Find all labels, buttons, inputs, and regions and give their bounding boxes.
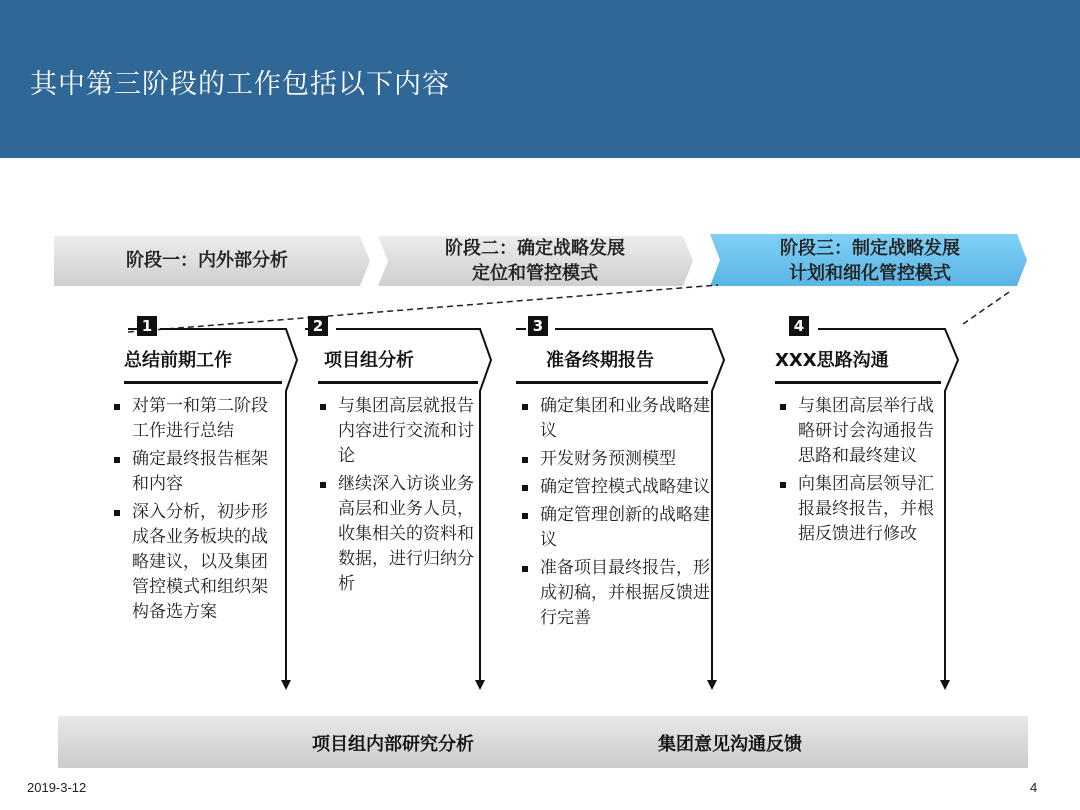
list-item: 确定最终报告框架和内容 [112,447,284,497]
bottom-bar-shape [58,716,1028,768]
column-1 [104,308,294,708]
column-2 [300,308,490,708]
phase-1-label: 阶段一：内外部分析 [126,250,288,271]
list-item: 确定集团和业务战略建议 [520,394,712,444]
list-item: 准备项目最终报告，形成初稿，并根据反馈进行完善 [520,556,712,631]
column-4 [770,308,960,708]
list-item: 与集团高层就报告内容进行交流和讨论 [318,394,478,469]
page-title: 其中第三阶段的工作包括以下内容 [30,69,450,100]
step-number: 3 [528,316,548,336]
list-item: 开发财务预测模型 [520,447,712,472]
list-item: 与集团高层举行战略研讨会沟通报告思路和最终建议 [778,394,938,469]
column-title: 准备终期报告 [546,350,654,371]
title-rule [318,381,478,384]
bullet-list [112,394,284,628]
bottom-feedback-bar [58,716,1028,768]
title-rule [516,381,708,384]
list-item: 向集团高层领导汇报最终报告，并根据反馈进行修改 [778,472,938,547]
title-rule [124,381,282,384]
bottom-bar-fill [58,716,1028,768]
column-title: XXX思路沟通 [775,350,889,371]
title-rule [775,381,941,384]
title-banner [0,0,1080,158]
group-feedback-label: 集团意见沟通反馈 [658,734,802,755]
page-number: 4 [1030,780,1038,795]
column-title: 总结前期工作 [124,350,232,371]
footer-date: 2019-3-12 [27,780,87,795]
list-item: 确定管控模式战略建议 [520,475,712,500]
bullet-list [520,394,712,634]
column-3 [506,308,721,708]
phase-3-label: 阶段三：制定战略发展 计划和细化管控模式 [780,238,960,284]
step-number: 2 [308,316,328,336]
step-number: 4 [789,316,809,336]
phase-2-label: 阶段二：确定战略发展 定位和管控模式 [445,238,625,284]
list-item: 继续深入访谈业务高层和业务人员，收集相关的资料和数据，进行归纳分析 [318,472,478,597]
dashed-guide-right [963,290,1012,324]
list-item: 深入分析，初步形成各业务板块的战略建议，以及集团管控模式和组织架构备选方案 [112,500,284,625]
column-title: 项目组分析 [324,350,414,371]
internal-analysis-label: 项目组内部研究分析 [312,734,474,755]
list-item: 确定管理创新的战略建议 [520,503,712,553]
list-item: 对第一和第二阶段工作进行总结 [112,394,284,444]
step-number: 1 [137,316,157,336]
bullet-list [778,394,938,550]
bullet-list [318,394,478,600]
